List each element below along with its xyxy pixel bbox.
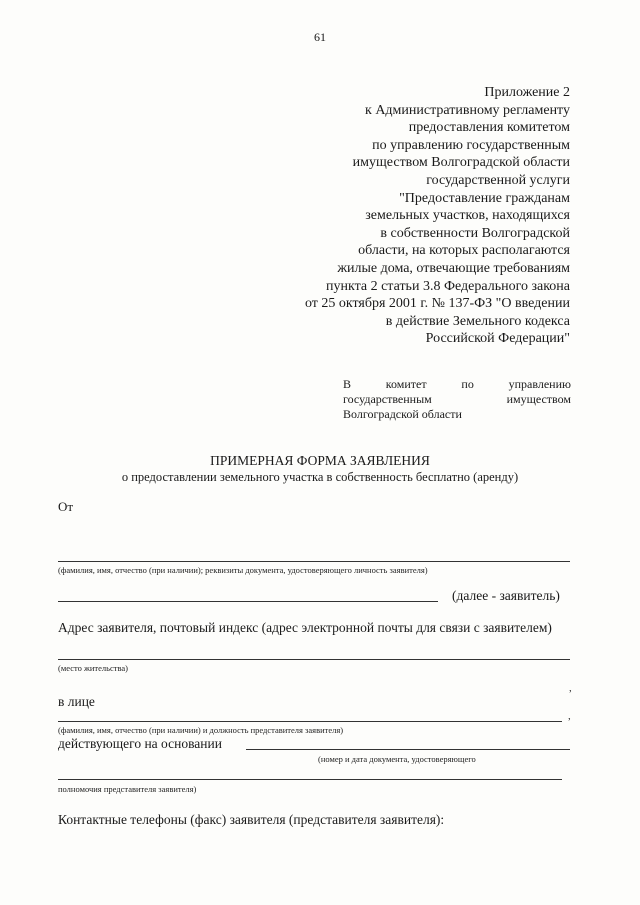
appendix-line: области, на которых располагаются <box>358 243 570 259</box>
appendix-line: "Предоставление гражданам <box>399 190 570 206</box>
document-hint: (номер и дата документа, удостоверяющего <box>318 754 476 764</box>
addressee-block <box>343 377 571 422</box>
appendix-line: Приложение 2 <box>484 85 570 100</box>
addressee-word: имуществом <box>506 392 571 406</box>
representative-field[interactable] <box>58 721 562 722</box>
representative-hint: (фамилия, имя, отчество (при наличии) и должность представителя заявителя) <box>58 725 344 735</box>
appendix-line: жилые дома, отвечающие требованиям <box>337 260 570 276</box>
addressee-word: В <box>343 377 352 391</box>
appendix-line: от 25 октября 2001 г. № 137-ФЗ "О введении <box>304 296 570 312</box>
appendix-header <box>250 84 570 348</box>
authority-hint: полномочия представителя заявителя) <box>58 784 197 794</box>
addressee-word: по <box>461 377 474 391</box>
basis-document-field[interactable] <box>246 749 570 750</box>
appendix-line: пункта 2 статьи 3.8 Федерального закона <box>325 278 570 294</box>
addressee-word: комитет <box>385 377 427 391</box>
addressee-word: государственным <box>343 392 432 406</box>
applicant-name-field[interactable] <box>58 601 438 602</box>
applicant-suffix: (далее - заявитель) <box>452 588 560 603</box>
appendix-line: государственной услуги <box>426 172 570 188</box>
addressee-word: управлению <box>508 377 571 391</box>
appendix-line: в собственности Волгоградской <box>380 225 570 241</box>
addressee-line <box>343 392 571 407</box>
residence-hint: (место жительства) <box>58 663 128 673</box>
page-number: 61 <box>314 30 326 44</box>
appendix-line: земельных участков, находящихся <box>365 208 570 224</box>
form-subtitle: о предоставлении земельного участка в собственность бесплатно (аренду) <box>121 470 519 484</box>
margin-comma: , <box>569 682 572 694</box>
from-label: От <box>58 499 74 514</box>
address-label: Адрес заявителя, почтовый индекс (адрес электронной почты для связи с заявителем) <box>58 620 552 635</box>
authority-field[interactable] <box>58 779 562 780</box>
appendix-line: Российской Федерации" <box>425 331 570 347</box>
residence-field[interactable] <box>58 659 570 660</box>
appendix-line: имуществом Волгоградской области <box>352 155 570 171</box>
margin-comma: , <box>568 710 571 722</box>
addressee-line <box>343 377 571 392</box>
represented-by-label: в лице <box>58 694 95 709</box>
appendix-line: по управлению государственным <box>372 137 570 153</box>
form-title: ПРИМЕРНАЯ ФОРМА ЗАЯВЛЕНИЯ <box>210 453 430 468</box>
appendix-line: к Административному регламенту <box>365 102 570 118</box>
contacts-label: Контактные телефоны (факс) заявителя (представителя заявителя): <box>58 812 445 827</box>
applicant-identity-hint: (фамилия, имя, отчество (при наличии); реквизиты документа, удостоверяющего личность заявителя) <box>58 565 428 575</box>
appendix-line: в действие Земельного кодекса <box>385 313 570 329</box>
addressee-line: Волгоградской области <box>343 407 462 421</box>
appendix-line: предоставления комитетом <box>408 120 570 136</box>
acting-basis-label: действующего на основании <box>58 736 222 751</box>
applicant-identity-field[interactable] <box>58 561 570 562</box>
